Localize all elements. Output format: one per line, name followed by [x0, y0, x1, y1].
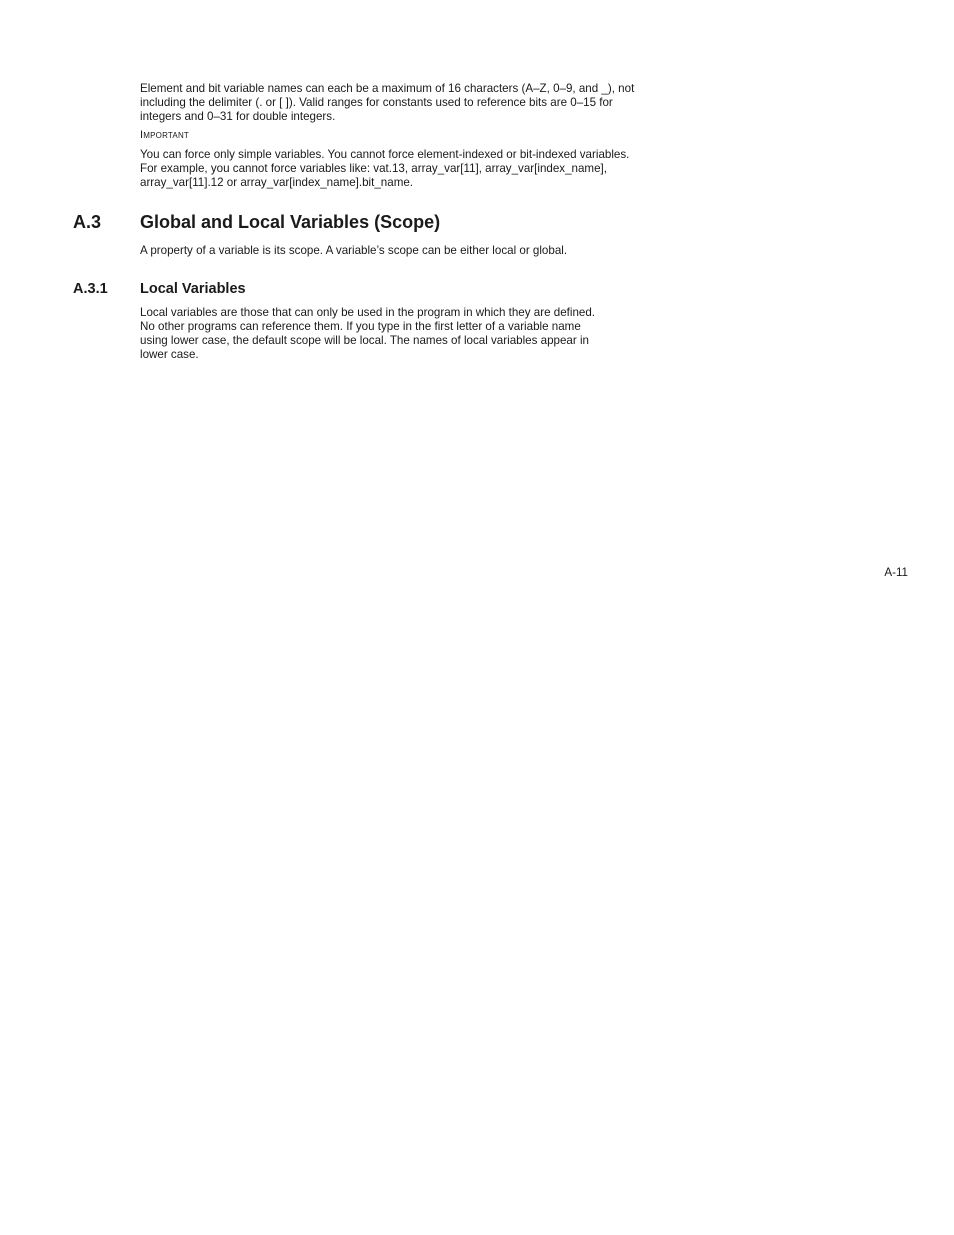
section-a31-paragraph: Local variables are those that can only be used in the program in which they are defined. No other programs can reference them. If you type in the first letter of a variable name using lower case, the default scope will be local. The names of local variables appear in lower case. — [140, 306, 596, 361]
section-a31-number: A.3.1 — [73, 281, 108, 297]
intro-paragraph: Element and bit variable names can each be a maximum of 16 characters (A–Z, 0–9, and _), not including the delimiter (. or [ ]). Valid ranges for constants used to reference bits are 0–15 for integers and 0–31 for double integers. — [140, 82, 635, 123]
section-a3-title: Global and Local Variables (Scope) — [140, 212, 441, 232]
section-a3-number: A.3 — [73, 212, 102, 232]
important-label: Important — [140, 129, 190, 141]
important-paragraph: You can force only simple variables. You cannot force element-indexed or bit-indexed variables. For example, you cannot force variables like: vat.13, array_var[11], array_var[index_name], array_var[11].12 or array_var[index_name].bit_name. — [140, 148, 630, 189]
section-a31-title: Local Variables — [140, 281, 246, 297]
section-a3-paragraph: A property of a variable is its scope. A variable’s scope can be either local or global. — [140, 244, 568, 257]
page-number: A-11 — [884, 566, 908, 579]
